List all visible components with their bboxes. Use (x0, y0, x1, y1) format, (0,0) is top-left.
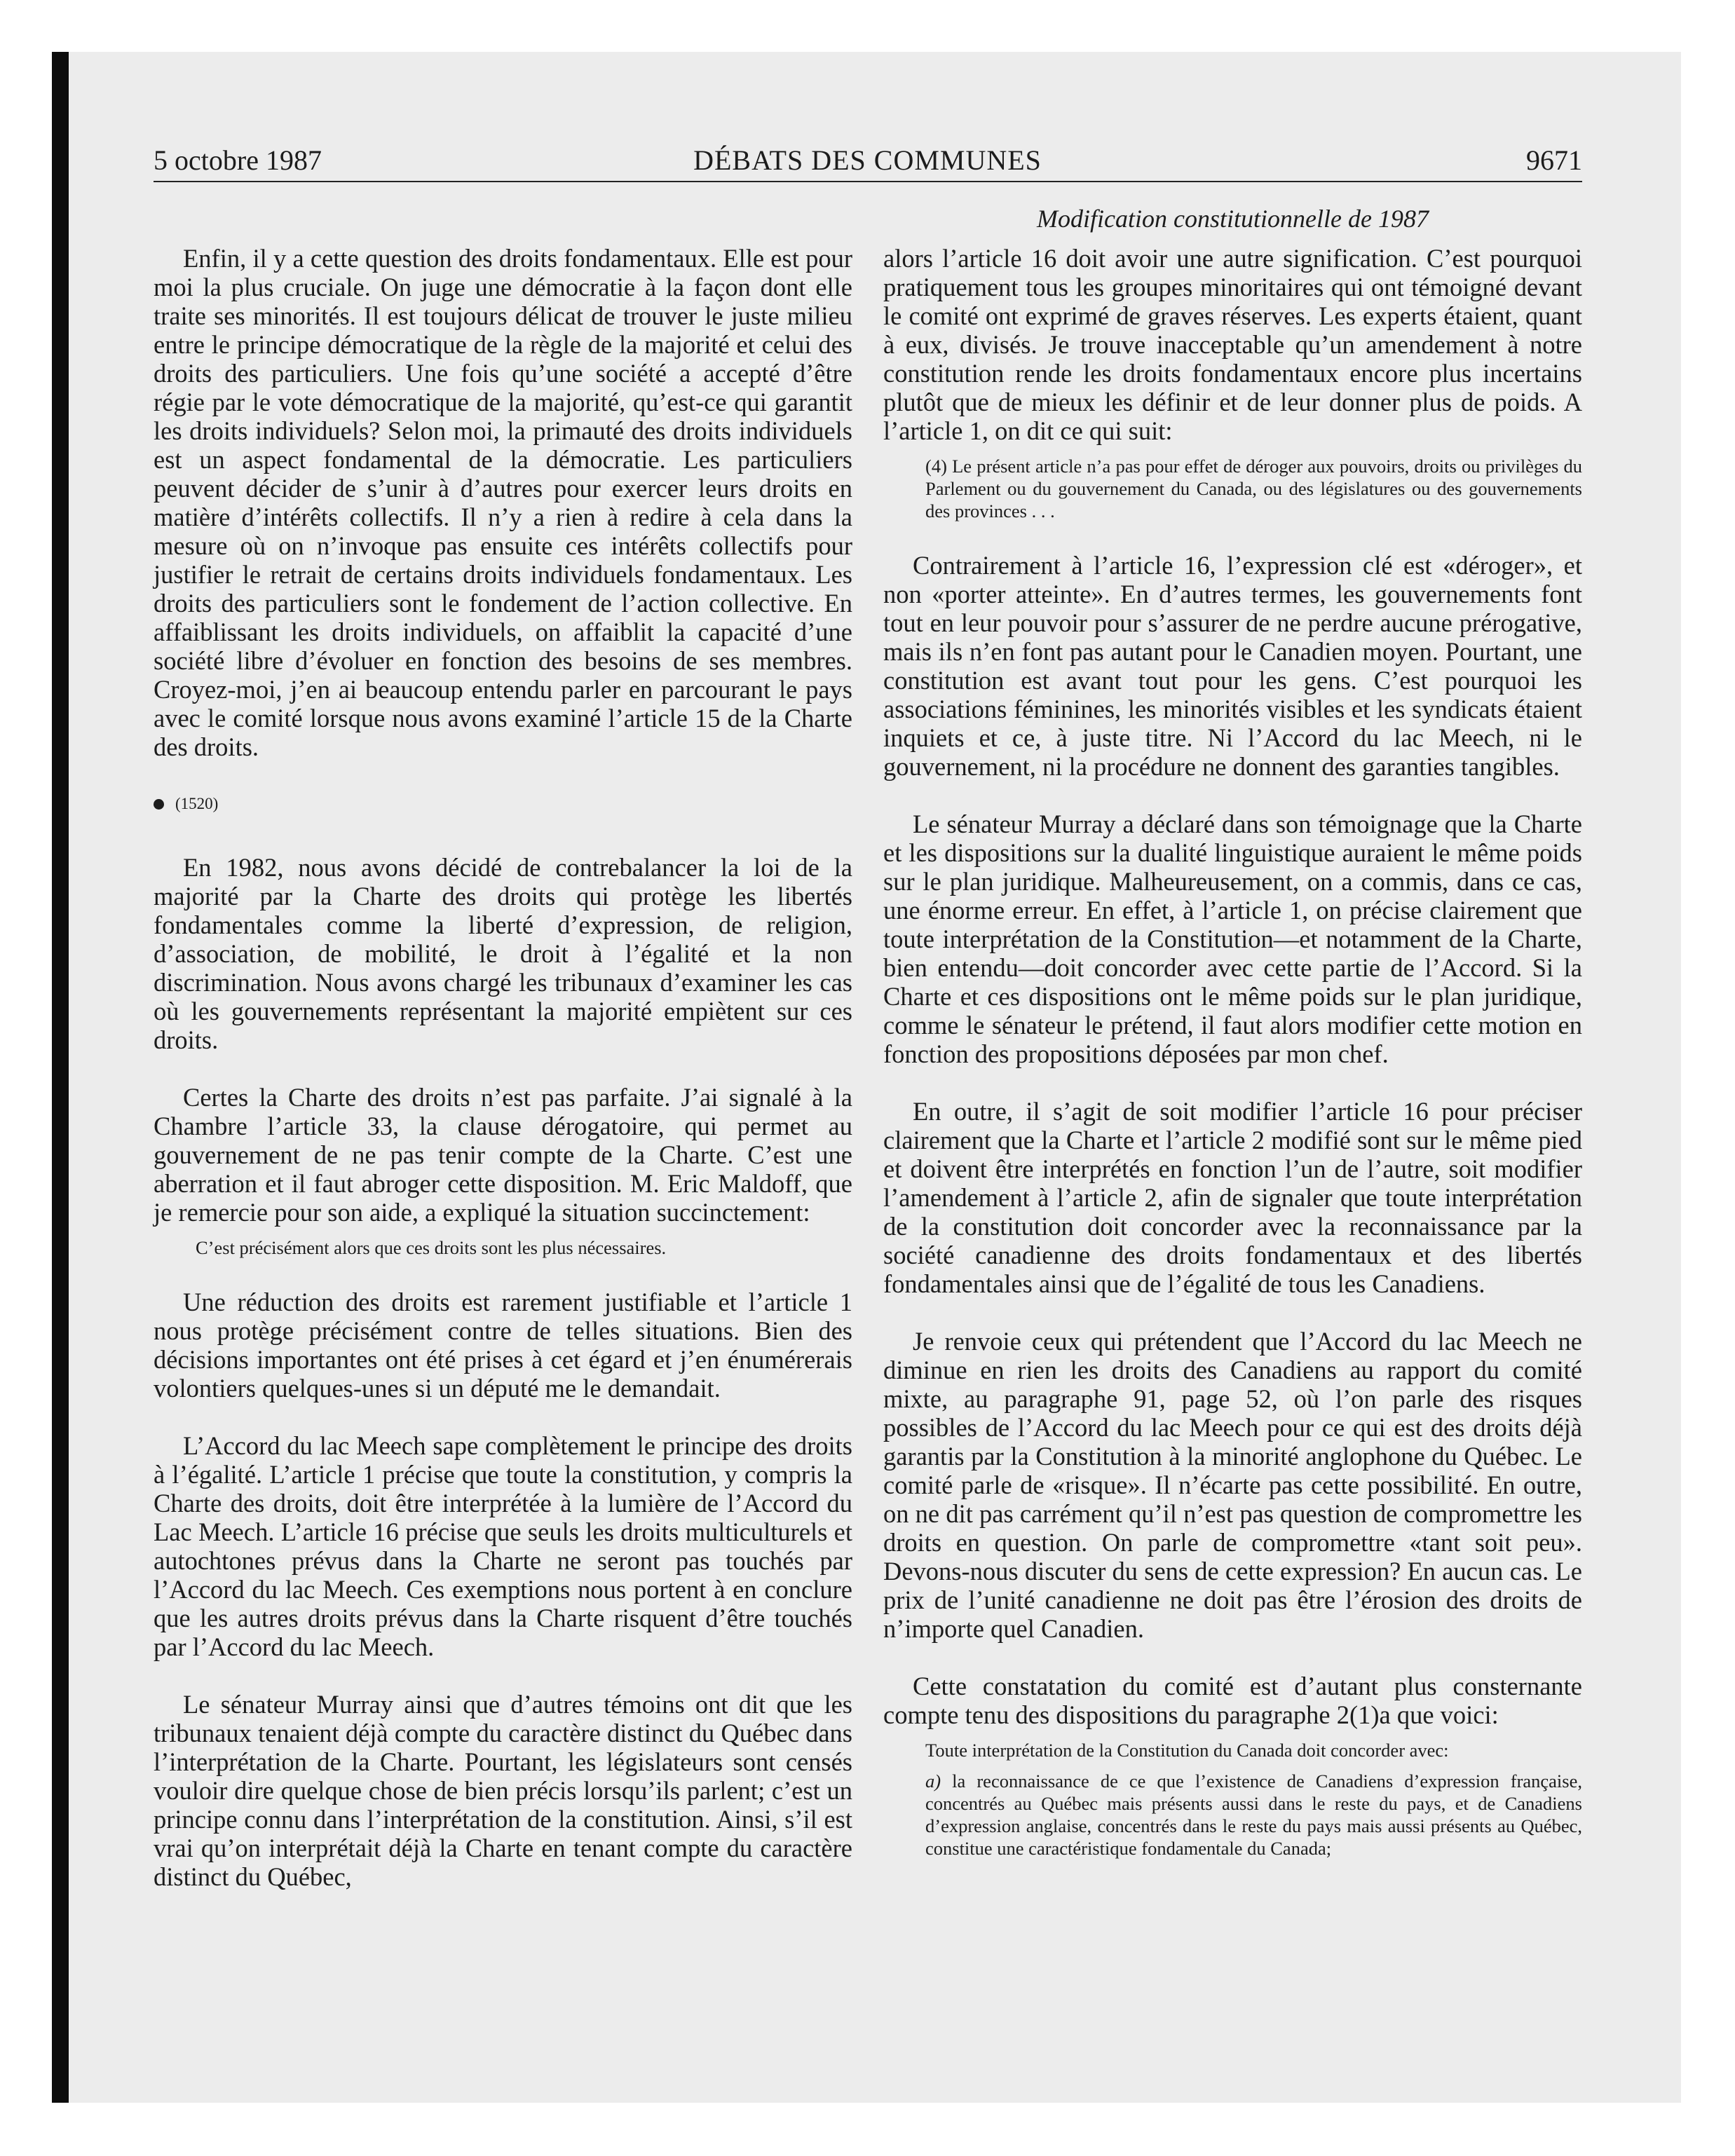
header-date: 5 octobre 1987 (154, 144, 322, 176)
right-column (883, 244, 1582, 1888)
quote-intro: Toute interprétation de la Constitution du Canada doit concorder avec: (925, 1740, 1449, 1761)
paragraph: Enfin, il y a cette question des droits fondamentaux. Elle est pour moi la plus cruciale. On juge une démocratie à la façon dont elle traite ses minorités. Il est toujours délicat de trouver le juste milieu entre le principe démocratique de la règle de la majorité et celui des droits des particuliers. Une fois qu’une société a accepté d’être régie par le vote démocratique de la majorité, qu’est-ce qui garantit les droits individuels? Selon moi, la primauté des droits individuels est un aspect fondamental de la démocratie. Les particuliers peuvent décider de s’unir à d’autres pour exercer leurs droits en matière d’intérêts collectifs. Il n’y a rien à redire à cela dans la mesure où on n’invoque pas ensuite ces intérêts collectifs pour justifier le retrait de certains droits individuels fondamentaux. Les droits des particuliers sont le fondement de l’action collective. En affaiblissant les droits individuels, on affaiblit la capacité d’une société libre d’évoluer en fonction des besoins de ses membres. Croyez-moi, j’en ai beaucoup entendu parler en parcourant le pays avec le comité lorsque nous avons examiné l’article 15 de la Charte des droits. (154, 244, 852, 761)
quote-item-label: a) (925, 1770, 941, 1792)
time-stamp (154, 790, 852, 818)
running-subtitle: Modification constitutionnelle de 1987 (1037, 205, 1429, 233)
paragraph: En 1982, nous avons décidé de contrebalancer la loi de la majorité par la Charte des droits qui protège les libertés fondamentales comme la liberté d’expression, de religion, d’association, de mobilité, le droit à l’égalité et la non discrimination. Nous avons chargé les tribunaux d’examiner les cas où les gouvernements représentant la majorité empiètent sur ces droits. (154, 853, 852, 1054)
block-quote: C’est précisément alors que ces droits sont les plus nécessaires. (196, 1237, 667, 1258)
header-title: DÉBATS DES COMMUNES (693, 144, 1042, 176)
paragraph: Cette constatation du comité est d’autant plus consternante compte tenu des dispositions du paragraphe 2(1)a que voici: (883, 1672, 1582, 1729)
paragraph: Le sénateur Murray a déclaré dans son témoignage que la Charte et les dispositions sur la dualité linguistique auraient le même poids sur le plan juridique. Malheureusement, on a commis, dans ce cas, une énorme erreur. En effet, à l’article 1, on précise clairement que toute interprétation de la Constitution—et notamment de la Charte, bien entendu—doit concorder avec cette partie de l’Accord. Si la Charte et ces dispositions ont le même poids sur le plan juridique, comme le sénateur le prétend, il faut alors modifier cette motion en fonction des propositions déposées par mon chef. (883, 810, 1582, 1068)
paragraph: Une réduction des droits est rarement justifiable et l’article 1 nous protège précisément contre de telles situations. Bien des décisions importantes ont été prises à cet égard et j’en énumérerais volontiers quelques-unes si un député me le demandait. (154, 1288, 852, 1403)
paragraph: En outre, il s’agit de soit modifier l’article 16 pour préciser clairement que la Charte et l’article 2 modifié sont sur le même pied et doivent être interprétés en fonction l’un de l’autre, soit modifier l’amendement à l’article 2, afin de signaler que toute interprétation de la constitution doit concorder avec la reconnaissance par la société canadienne des droits fondamentaux et des libertés fondamentales ainsi que de l’égalité de tous les Canadiens. (883, 1097, 1582, 1298)
paragraph: Certes la Charte des droits n’est pas parfaite. J’ai signalé à la Chambre l’article 33, la clause dérogatoire, qui permet au gouvernement de ne pas tenir compte de la Charte. C’est une aberration et il faut abroger cette disposition. M. Eric Maldoff, que je remercie pour son aide, a expliqué la situation succinctement: (154, 1083, 852, 1227)
block-quote: (4) Le présent article n’a pas pour effet de déroger aux pouvoirs, droits ou privilèges du Parlement ou du gouvernement du Canada, ou des législatures ou des gouvernements des provinces . . . (925, 456, 1582, 521)
paragraph: Le sénateur Murray ainsi que d’autres témoins ont dit que les tribunaux tenaient déjà compte du caractère distinct du Québec dans l’interprétation de la Charte. Pourtant, les législateurs sont censés vouloir dire quelque chose de bien précis lorsqu’ils parlent; c’est un principe connu dans l’interprétation de la constitution. Ainsi, s’il est vrai qu’on interprétait déjà la Charte en tenant compte du caractère distinct du Québec, (154, 1690, 852, 1891)
left-column (154, 244, 852, 1920)
quote-item (925, 1770, 1582, 1860)
bullet-icon (154, 799, 164, 810)
paragraph: Contrairement à l’article 16, l’expression clé est «déroger», et non «porter atteinte». En d’autres termes, les gouvernements font tout en leur pouvoir pour s’assurer de ne perdre aucune prérogative, mais ils n’en font pas autant pour le Canadien moyen. Pourtant, une constitution est avant tout pour les gens. C’est pourquoi les associations féminines, les minorités visibles et les syndicats étaient inquiets et ce, à juste titre. Ni l’Accord du lac Meech, ni le gouvernement, ni la procédure ne donnent des garanties tangibles. (883, 551, 1582, 781)
paragraph: Je renvoie ceux qui prétendent que l’Accord du lac Meech ne diminue en rien les droits des Canadiens au rapport du comité mixte, au paragraphe 91, page 52, où l’on parle des risques possibles de l’Accord du lac Meech pour ce qui est des droits déjà garantis par la Constitution à la minorité anglophone du Québec. Le comité parle de «risque». Il n’écarte pas cette possibilité. En outre, on ne dit pas carrément qu’il n’est pas question de compromettre les droits en question. On parle de compromettre «tant soit peu». Devons-nous discuter du sens de cette expression? En aucun cas. Le prix de l’unité canadienne ne doit pas être l’érosion des droits de n’importe quel Canadien. (883, 1327, 1582, 1643)
block-quote (883, 1739, 1582, 1860)
quote-item-text: la reconnaissance de ce que l’existence de Canadiens d’expression française, concentrés au Québec mais présents aussi dans le reste du pays, et de Canadiens d’expression anglaise, concentrés dans le reste du pays mais aussi présents au Québec, constitue une caractéristique fondamentale du Canada; (925, 1770, 1582, 1859)
paragraph: L’Accord du lac Meech sape complètement le principe des droits à l’égalité. L’article 1 précise que toute la constitution, y compris la Charte des droits, doit être interprétée à la lumière de l’Accord du Lac Meech. L’article 16 précise que seuls les droits multiculturels et autochtones prévus dans la Charte ne seront pas touchés par l’Accord du lac Meech. Ces exemptions nous portent à en conclure que les autres droits prévus dans la Charte risquent d’être touchés par l’Accord du lac Meech. (154, 1431, 852, 1661)
scan-border (52, 52, 69, 2103)
time-stamp-text: (1520) (175, 795, 219, 812)
page-number: 9671 (1526, 144, 1582, 176)
paragraph: alors l’article 16 doit avoir une autre signification. C’est pourquoi pratiquement tous les groupes minoritaires qui ont témoigné devant le comité ont exprimé de graves réserves. Les experts étaient, quant à eux, divisés. Je trouve inacceptable qu’un amendement à notre constitution rende les droits fondamentaux encore plus incertains plutôt que de mieux les définir et de leur donner plus de poids. A l’article 1, on dit ce qui suit: (883, 244, 1582, 445)
header-rule (154, 181, 1582, 182)
